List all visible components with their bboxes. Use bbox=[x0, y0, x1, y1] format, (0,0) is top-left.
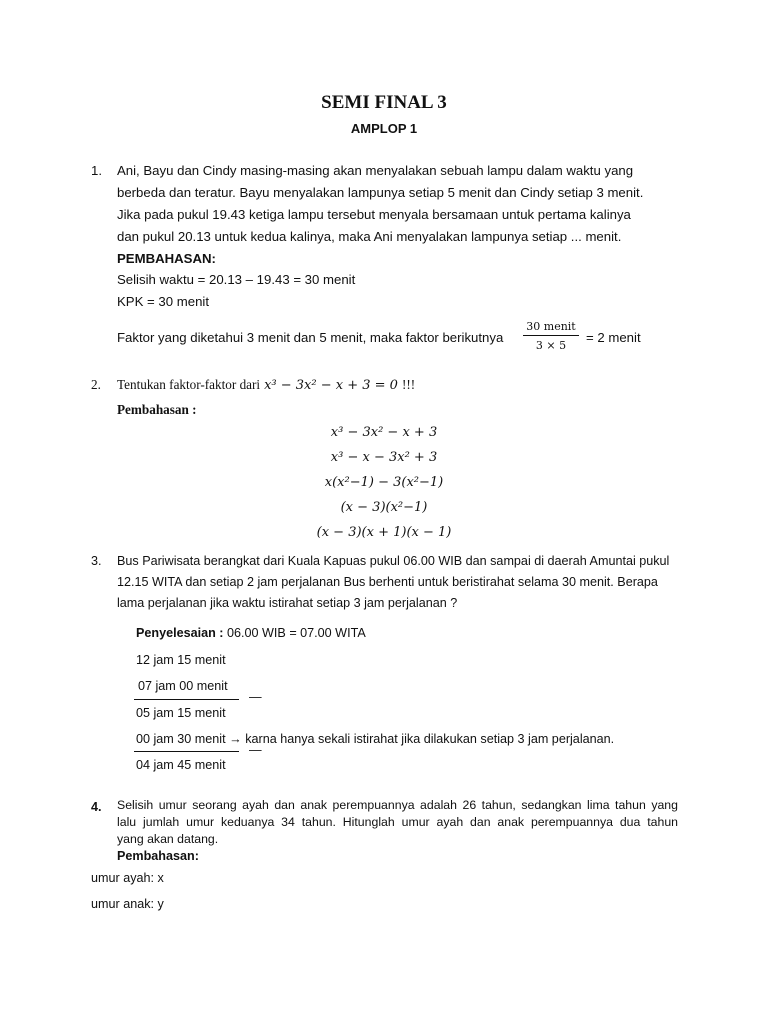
q3-line-1: Bus Pariwisata berangkat dari Kuala Kapuas pukul 06.00 WIB dan sampai di daerah Amuntai pukul bbox=[117, 554, 670, 568]
q3-subtract-line-1 bbox=[134, 699, 239, 700]
q1-fraction-numerator: 30 menit bbox=[523, 320, 579, 336]
q4-heading: Pembahasan: bbox=[117, 849, 199, 863]
q3-number: 3. bbox=[91, 554, 102, 568]
q3-solution-conversion: 06.00 WIB = 07.00 WITA bbox=[227, 626, 366, 640]
q1-line-2: berbeda dan teratur. Bayu menyalakan lampunya setiap 5 menit dan Cindy setiap 3 menit. bbox=[117, 185, 644, 200]
q2-step-4: (x − 3)(x²−1) bbox=[340, 500, 428, 515]
q2-question-suffix: !!! bbox=[401, 377, 416, 392]
q1-fraction-denominator: 3 × 5 bbox=[535, 339, 567, 352]
q3-row-4 bbox=[136, 729, 614, 750]
page-title: SEMI FINAL 3 bbox=[321, 92, 447, 113]
q4-line-2: lalu jumlah umur keduanya 34 tahun. Hitunglah umur ayah dan anak perempuannya dua tahun bbox=[117, 815, 678, 829]
q3-subtract-line-2 bbox=[134, 751, 239, 752]
q3-row-4-value: 00 jam 30 menit bbox=[136, 732, 226, 746]
q4-line-3: yang akan datang. bbox=[117, 832, 219, 846]
q3-row-5: 04 jam 45 menit bbox=[136, 758, 226, 772]
q2-step-3: x(x²−1) − 3(x²−1) bbox=[324, 475, 444, 490]
q1-step-2: KPK = 30 menit bbox=[117, 294, 209, 309]
q1-step-1: Selisih waktu = 20.13 – 19.43 = 30 menit bbox=[117, 272, 356, 287]
q4-var-1: umur ayah: x bbox=[91, 871, 164, 885]
q3-line-2: 12.15 WITA dan setiap 2 jam perjalanan Bus berhenti untuk beristirahat selama 30 menit. Berapa bbox=[117, 575, 658, 589]
q3-minus-sign-1: — bbox=[249, 690, 262, 704]
q1-line-1: Ani, Bayu dan Cindy masing-masing akan menyalakan sebuah lampu dalam waktu yang bbox=[117, 163, 634, 178]
q4-line-1: Selisih umur seorang ayah dan anak perempuannya adalah 26 tahun, sedangkan lima tahun yang bbox=[117, 798, 678, 812]
q1-line-4: dan pukul 20.13 untuk kedua kalinya, maka Ani menyalakan lampunya setiap ... menit. bbox=[117, 229, 622, 244]
q3-row-1: 12 jam 15 menit bbox=[136, 653, 226, 667]
q2-question-prefix: Tentukan faktor-faktor dari bbox=[117, 377, 261, 392]
q1-step-3-result: = 2 menit bbox=[586, 330, 641, 345]
page-subtitle: AMPLOP 1 bbox=[350, 121, 418, 136]
q3-row-2: 07 jam 00 menit bbox=[138, 679, 228, 693]
q1-step-3-text: Faktor yang diketahui 3 menit dan 5 menit, maka faktor berikutnya bbox=[117, 330, 504, 345]
q1-number: 1. bbox=[91, 163, 102, 178]
q3-solution bbox=[136, 623, 366, 644]
q2-step-1: x³ − 3x² − x + 3 bbox=[330, 425, 438, 440]
q2-number: 2. bbox=[91, 377, 101, 392]
q1-line-3: Jika pada pukul 19.43 ketiga lampu tersebut menyala bersamaan untuk pertama kalinya bbox=[117, 207, 631, 222]
q1-fraction bbox=[523, 320, 579, 352]
q3-minus-sign-2: — bbox=[249, 743, 262, 757]
q3-solution-label: Penyelesaian : bbox=[136, 626, 224, 640]
q2-question bbox=[117, 374, 415, 396]
q2-step-5: (x − 3)(x + 1)(x − 1) bbox=[316, 525, 452, 540]
q2-step-2: x³ − x − 3x² + 3 bbox=[330, 450, 438, 465]
q3-row-3: 05 jam 15 menit bbox=[136, 706, 226, 720]
q3-line-3: lama perjalanan jika waktu istirahat setiap 3 jam perjalanan ? bbox=[117, 596, 458, 610]
q3-row-4-note: → karna hanya sekali istirahat jika dilakukan setiap 3 jam perjalanan. bbox=[229, 732, 615, 746]
q2-heading: Pembahasan : bbox=[117, 402, 197, 417]
q4-var-2: umur anak: y bbox=[91, 897, 164, 911]
q2-question-expr: x³ − 3x² − x + 3 = 0 bbox=[264, 378, 398, 393]
q1-heading: PEMBAHASAN: bbox=[117, 251, 216, 266]
q4-number: 4. bbox=[91, 800, 102, 814]
